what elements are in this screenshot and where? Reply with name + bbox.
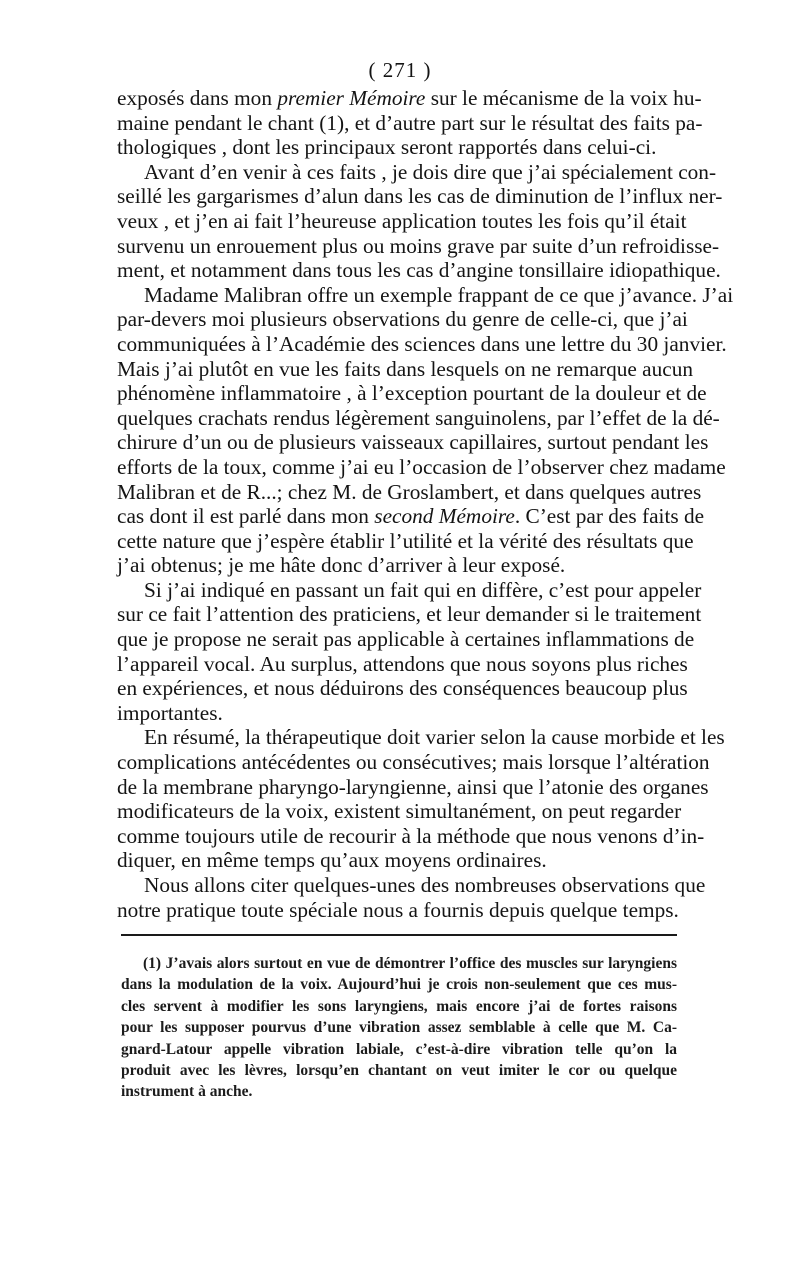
text-line [117, 405, 720, 431]
footnote-line [121, 953, 677, 974]
text-line [117, 627, 695, 652]
paragraph [117, 873, 706, 922]
text-run: Mais j’ai plutôt en vue les faits dans lesquels on ne remarque aucun [117, 356, 694, 381]
text-line [117, 86, 702, 111]
paragraph [117, 725, 725, 873]
text-line [117, 873, 706, 898]
text-run: Avant d’en venir à ces faits , je dois dire que j’ai spécialement con- [144, 159, 717, 184]
text-run: seillé les gargarismes d’alun dans les cas de diminution de l’influx ner- [117, 184, 723, 209]
text-run: veux , et j’en ai fait l’heureuse application toutes les fois qu’il était [117, 208, 687, 233]
text-line [117, 898, 677, 923]
text-run: dans la modulation de la voix. Aujourd’hui je crois non-seulement que ces mus- [121, 976, 677, 994]
text-run: phénomène inflammatoire , à l’exception pourtant de la douleur et de [117, 381, 707, 406]
text-line [117, 356, 694, 382]
text-line [117, 823, 705, 849]
footnote-line [121, 1081, 677, 1102]
paragraph [117, 282, 734, 578]
text-line [117, 725, 725, 750]
text-run: thologiques , dont les principaux seront rapportés dans celui-ci. [117, 135, 657, 160]
text-line [117, 479, 702, 505]
text-run: maine pendant le chant (1), et d’autre part sur le résultat des faits pa- [117, 110, 703, 135]
italic-title: premier Mémoire [277, 86, 426, 110]
text-line [117, 282, 734, 308]
body-text [117, 86, 734, 922]
paragraph [117, 159, 723, 283]
text-run: sur le mécanisme de la voix hu- [425, 86, 702, 110]
text-line [117, 159, 717, 185]
text-run: (1) J’avais alors surtout en vue de démontrer l’office des muscles sur laryngiens [143, 955, 677, 972]
text-line [117, 258, 721, 283]
footnote-line [121, 1060, 677, 1081]
text-run: diquer, en même temps qu’aux moyens ordinaires. [117, 848, 547, 873]
text-run: efforts de la toux, comme j’ai eu l’occasion de l’observer chez madame [117, 454, 726, 479]
paragraph [117, 86, 703, 160]
footnote-line [121, 1017, 677, 1038]
text-run: gnard-Latour appelle vibration labiale, c’est-à-dire vibration telle qu’on la [121, 1040, 677, 1058]
text-run: En résumé, la thérapeutique doit varier selon la cause morbide et les [144, 725, 725, 750]
text-run: cette nature que j’espère établir l’utilité et la vérité des résultats que [117, 528, 694, 553]
text-line [117, 430, 709, 455]
text-run: comme toujours utile de recourir à la méthode que nous venons d’in- [117, 823, 705, 848]
paragraph [117, 577, 702, 726]
text-line [117, 110, 703, 136]
italic-title: second Mémoire [374, 504, 515, 529]
text-line [117, 528, 694, 554]
text-run: chirure d’un ou de plusieurs vaisseaux capillaires, surtout pendant les [117, 430, 709, 455]
text-line [117, 701, 677, 726]
text-run: complications antécédentes ou consécutives; mais lorsque l’altération [117, 750, 710, 775]
footnote-line [121, 974, 677, 995]
text-run: de la membrane pharyngo-laryngienne, ainsi que l’atonie des organes [117, 774, 709, 799]
text-run: communiquées à l’Académie des sciences dans une lettre du 30 janvier. [117, 331, 727, 356]
text-line [117, 774, 709, 800]
text-line [117, 504, 705, 529]
text-line [117, 553, 677, 578]
text-line [117, 135, 677, 160]
text-run: modificateurs de la voix, existent simultanément, on peut regarder [117, 799, 682, 824]
text-run: j’ai obtenus; je me hâte donc d’arriver à leur exposé. [117, 553, 566, 578]
text-run: Si j’ai indiqué en passant un fait qui en diffère, c’est pour appeler [144, 577, 702, 602]
text-line [117, 602, 702, 627]
text-run: cles servent à modifier les sons laryngiens, mais encore j’ai de fortes raisons [121, 997, 677, 1015]
footnote-divider [121, 934, 677, 936]
text-run: que je propose ne serait pas applicable à certaines inflammations de [117, 627, 695, 652]
text-run: par-devers moi plusieurs observations du genre de celle-ci, que j’ai [117, 307, 688, 332]
text-line [117, 331, 727, 357]
footnote [121, 953, 677, 1103]
text-line [117, 454, 726, 480]
text-run: exposés dans mon [117, 86, 278, 110]
text-line [117, 307, 688, 332]
text-run: importantes. [117, 700, 223, 725]
text-run: Madame Malibran offre un exemple frappant de ce que j’avance. J’ai [144, 282, 734, 307]
text-line [117, 577, 702, 603]
page-number: ( 271 ) [368, 58, 432, 82]
text-line [117, 184, 723, 209]
text-run: pour les supposer pourvus d’une vibration assez semblable à celle que M. Ca- [121, 1019, 677, 1037]
text-line [117, 381, 707, 406]
text-line [117, 208, 687, 234]
text-line [117, 233, 720, 259]
text-run: produit avec les lèvres, lorsqu’en chantant on veut imiter le cor ou quelque [121, 1061, 677, 1079]
text-run: Malibran et de R...; chez M. de Groslambert, et dans quelques autres [117, 479, 702, 504]
footnote-line [121, 1039, 677, 1060]
text-line [117, 651, 688, 677]
text-run: notre pratique toute spéciale nous a fournis depuis quelque temps. [117, 897, 679, 922]
text-run: quelques crachats rendus légèrement sanguinolens, par l’effet de la dé- [117, 405, 720, 430]
text-line [117, 676, 688, 701]
text-run: ment, et notamment dans tous les cas d’angine tonsillaire idiopathique. [117, 258, 721, 283]
text-line [117, 750, 710, 775]
text-run: l’appareil vocal. Au surplus, attendons que nous soyons plus riches [117, 651, 688, 676]
text-line [117, 799, 682, 824]
text-run: en expériences, et nous déduirons des conséquences beaucoup plus [117, 676, 688, 701]
footnote-line [121, 996, 677, 1017]
text-run: Nous allons citer quelques-unes des nombreuses observations que [144, 873, 706, 897]
text-run: survenu un enrouement plus ou moins grave par suite d’un refroidisse- [117, 233, 720, 258]
text-line [117, 848, 677, 873]
text-run: . C’est par des faits de [514, 504, 705, 529]
text-run: cas dont il est parlé dans mon [117, 504, 375, 529]
text-run: sur ce fait l’attention des praticiens, et leur demander si le traitement [117, 602, 702, 627]
text-run: instrument à anche. [121, 1083, 253, 1101]
